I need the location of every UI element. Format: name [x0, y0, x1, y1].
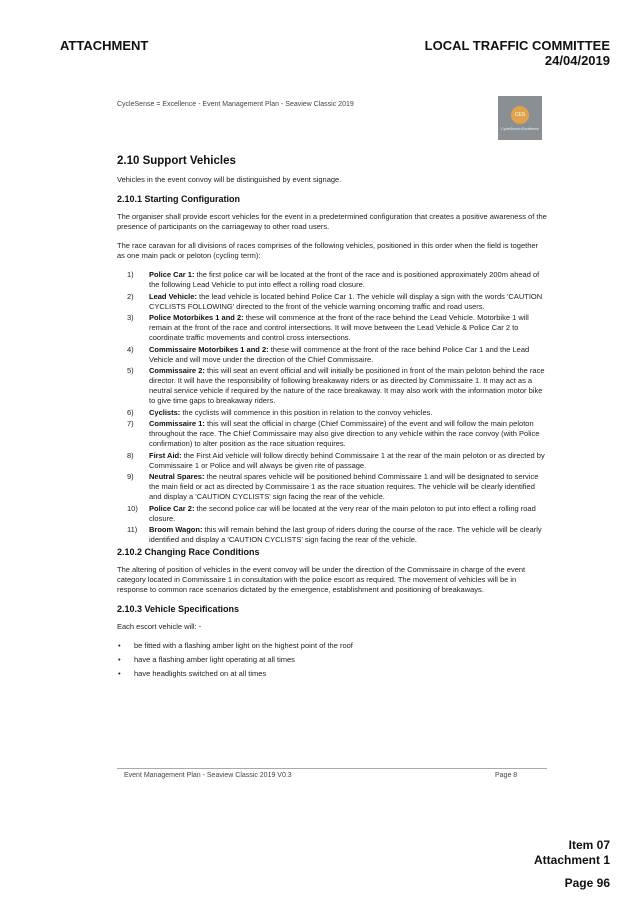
list-item-label: First Aid: [149, 450, 182, 460]
list-item-label: Neutral Spares: [149, 472, 205, 481]
list-item [117, 451, 547, 471]
list-item [117, 504, 547, 524]
header-committee-name: LOCAL TRAFFIC COMMITTEE [424, 38, 610, 53]
list-item-number: 7) [127, 419, 134, 428]
list-item [117, 419, 547, 449]
list-item [117, 525, 547, 545]
list-item-label: Police Car 2: [149, 503, 195, 513]
list-item [117, 408, 547, 418]
header-committee [425, 38, 610, 68]
footer-divider [117, 768, 547, 769]
list-item-text: these will commence at the front of the race behind Police Car 1 and the Lead Vehicle and will move under the direction of the Chief Commissaire. [149, 344, 530, 364]
subsection-title-vehicle-specifications: 2.10.3 Vehicle Specifications [117, 603, 240, 614]
list-item-text: this will remain behind the last group of riders during the course of the race. The vehicle will be clearly identified and display a 'CAUTION CYCLISTS' sign facing the rear of the vehicle. [149, 525, 542, 544]
list-item-label: Commissaire 2: [149, 366, 205, 375]
paragraph: The organiser shall provide escort vehicles for the event in a predetermined configuration that creates a positive awareness of the presence of participants on the carriageway to other road users. [117, 212, 547, 231]
document-body [117, 154, 547, 683]
paragraph: The race caravan for all divisions of races comprises of the following vehicles, positioned in this order when the field is together as one main pack or peloton (cycling term): [117, 241, 539, 260]
list-item-number: 4) [127, 344, 134, 354]
footer-document-title: Event Management Plan - Seaview Classic 2019 V0.3 [124, 772, 292, 779]
subsection-title-starting-configuration: 2.10.1 Starting Configuration [117, 194, 241, 204]
list-item-text: have headlights switched on at all times [134, 668, 267, 678]
list-item-number: 10) [127, 503, 138, 513]
list-item-text: this will seat the official in charge (Chief Commissaire) of the event and will follow the main peloton throughout the race. The Chief Commissaire may also give direction to any vehicle within the race convoy (with Police confirmation) to alter position as the race situation requires. [149, 419, 540, 448]
list-item-number: 5) [127, 366, 134, 375]
list-item-text: this will seat an event official and will initially be positioned in front of the main peloton behind the race director. It will have the responsibility of following breakaway riders or as directed by Commissaire 1. It may act as a neutral service vehicle if required by the nature of the race breakaway. It may also work with the information motor bike to give time gaps to breakaway riders. [149, 366, 545, 405]
list-item-label: Commissaire Motorbikes 1 and 2: [149, 344, 269, 354]
list-item [117, 270, 547, 290]
item-number: Item 07 [568, 838, 610, 852]
running-header: CycleSense = Excellence - Event Management Plan - Seaview Classic 2019 [117, 101, 354, 108]
cyclesense-logo [498, 96, 542, 140]
list-item-number: 3) [127, 313, 134, 322]
header-date: 24/04/2019 [544, 53, 610, 68]
attachment-reference [534, 838, 610, 891]
list-item-text: the neutral spares vehicle will be positioned behind Commissaire 1 and will be designated to service the main field or act as directed by Commissaire 1 as the race situation requires. The vehicle will be clearly identified and display a 'CAUTION CYCLISTS' sign facing the rear of the vehicle. [149, 472, 539, 501]
list-item-number: 9) [127, 472, 134, 481]
attachment-number: Attachment 1 [533, 853, 610, 867]
list-item [117, 292, 547, 312]
page-number: Page 96 [564, 876, 610, 890]
specification-list [117, 641, 547, 679]
list-item [117, 472, 547, 502]
logo-circle: CES [511, 106, 529, 124]
list-item-number: 6) [127, 407, 134, 417]
paragraph: The altering of position of vehicles in the event convoy will be under the direction of the Commissaire in charge of the event category located in Commissaire 1 in consultation with the police escort as required. The movement of vehicles will be in response to common race scenarios dictated by the emergence, establishment and positioning of breakaways. [117, 564, 526, 594]
list-item-label: Cyclists: [149, 407, 181, 417]
list-item [117, 345, 547, 365]
vehicle-list [117, 270, 547, 545]
list-item [117, 313, 547, 343]
paragraph: Each escort vehicle will: - [117, 621, 202, 631]
list-item-label: Police Car 1: [149, 270, 195, 279]
list-item-number: 11) [127, 525, 138, 534]
bullet-icon: • [118, 654, 121, 664]
list-item-text: be fitted with a flashing amber light on the highest point of the roof [134, 640, 353, 650]
list-item [117, 655, 547, 665]
list-item [117, 366, 547, 406]
header-attachment: ATTACHMENT [60, 38, 149, 53]
list-item-number: 2) [127, 291, 134, 301]
logo-tagline: CycleSense=Excellence [501, 126, 539, 131]
list-item-text: the lead vehicle is located behind Police Car 1. The vehicle will display a sign with the words 'CAUTION CYCLISTS FOLLOWING' directed to the front of the vehicle warning oncoming traffic and road users. [149, 291, 543, 311]
list-item-text: have a flashing amber light operating at all times [134, 654, 295, 664]
list-item [117, 669, 547, 679]
list-item-label: Lead Vehicle: [149, 291, 197, 301]
list-item-text: these will commence at the front of the race behind the Lead Vehicle. Motorbike 1 will remain at the front of the race and control intersections. It will move between the Lead Vehicle & Police Car 2 to coordinate traffic movements and control cross intersections. [149, 313, 529, 342]
list-item-number: 8) [127, 450, 134, 460]
list-item [117, 641, 547, 651]
list-item-label: Broom Wagon: [149, 525, 203, 534]
list-item-text: the second police car will be located at the very rear of the main peloton to put into effect a rolling road closure. [149, 503, 536, 523]
section-title: 2.10 Support Vehicles [117, 155, 236, 167]
bullet-icon: • [118, 668, 121, 678]
list-item-number: 1) [127, 270, 134, 279]
list-item-label: Police Motorbikes 1 and 2: [149, 313, 244, 322]
subsection-title-changing-race-conditions: 2.10.2 Changing Race Conditions [117, 546, 260, 557]
list-item-text: the first police car will be located at the front of the race and is positioned approximately 200m ahead of the following Lead Vehicle to put into effect a rolling road closure. [149, 270, 540, 289]
bullet-icon: • [118, 640, 121, 650]
list-item-label: Commissaire 1: [149, 419, 205, 428]
list-item-text: the First Aid vehicle will follow directly behind Commissaire 1 at the rear of the main peloton or as directed by Commissaire 1 or Police and will always be given rite of passage. [149, 450, 545, 470]
footer-page-number: Page 8 [495, 772, 518, 779]
list-item-text: the cyclists will commence in this position in relation to the convoy vehicles. [180, 407, 433, 417]
section-intro: Vehicles in the event convoy will be distinguished by event signage. [117, 175, 342, 184]
